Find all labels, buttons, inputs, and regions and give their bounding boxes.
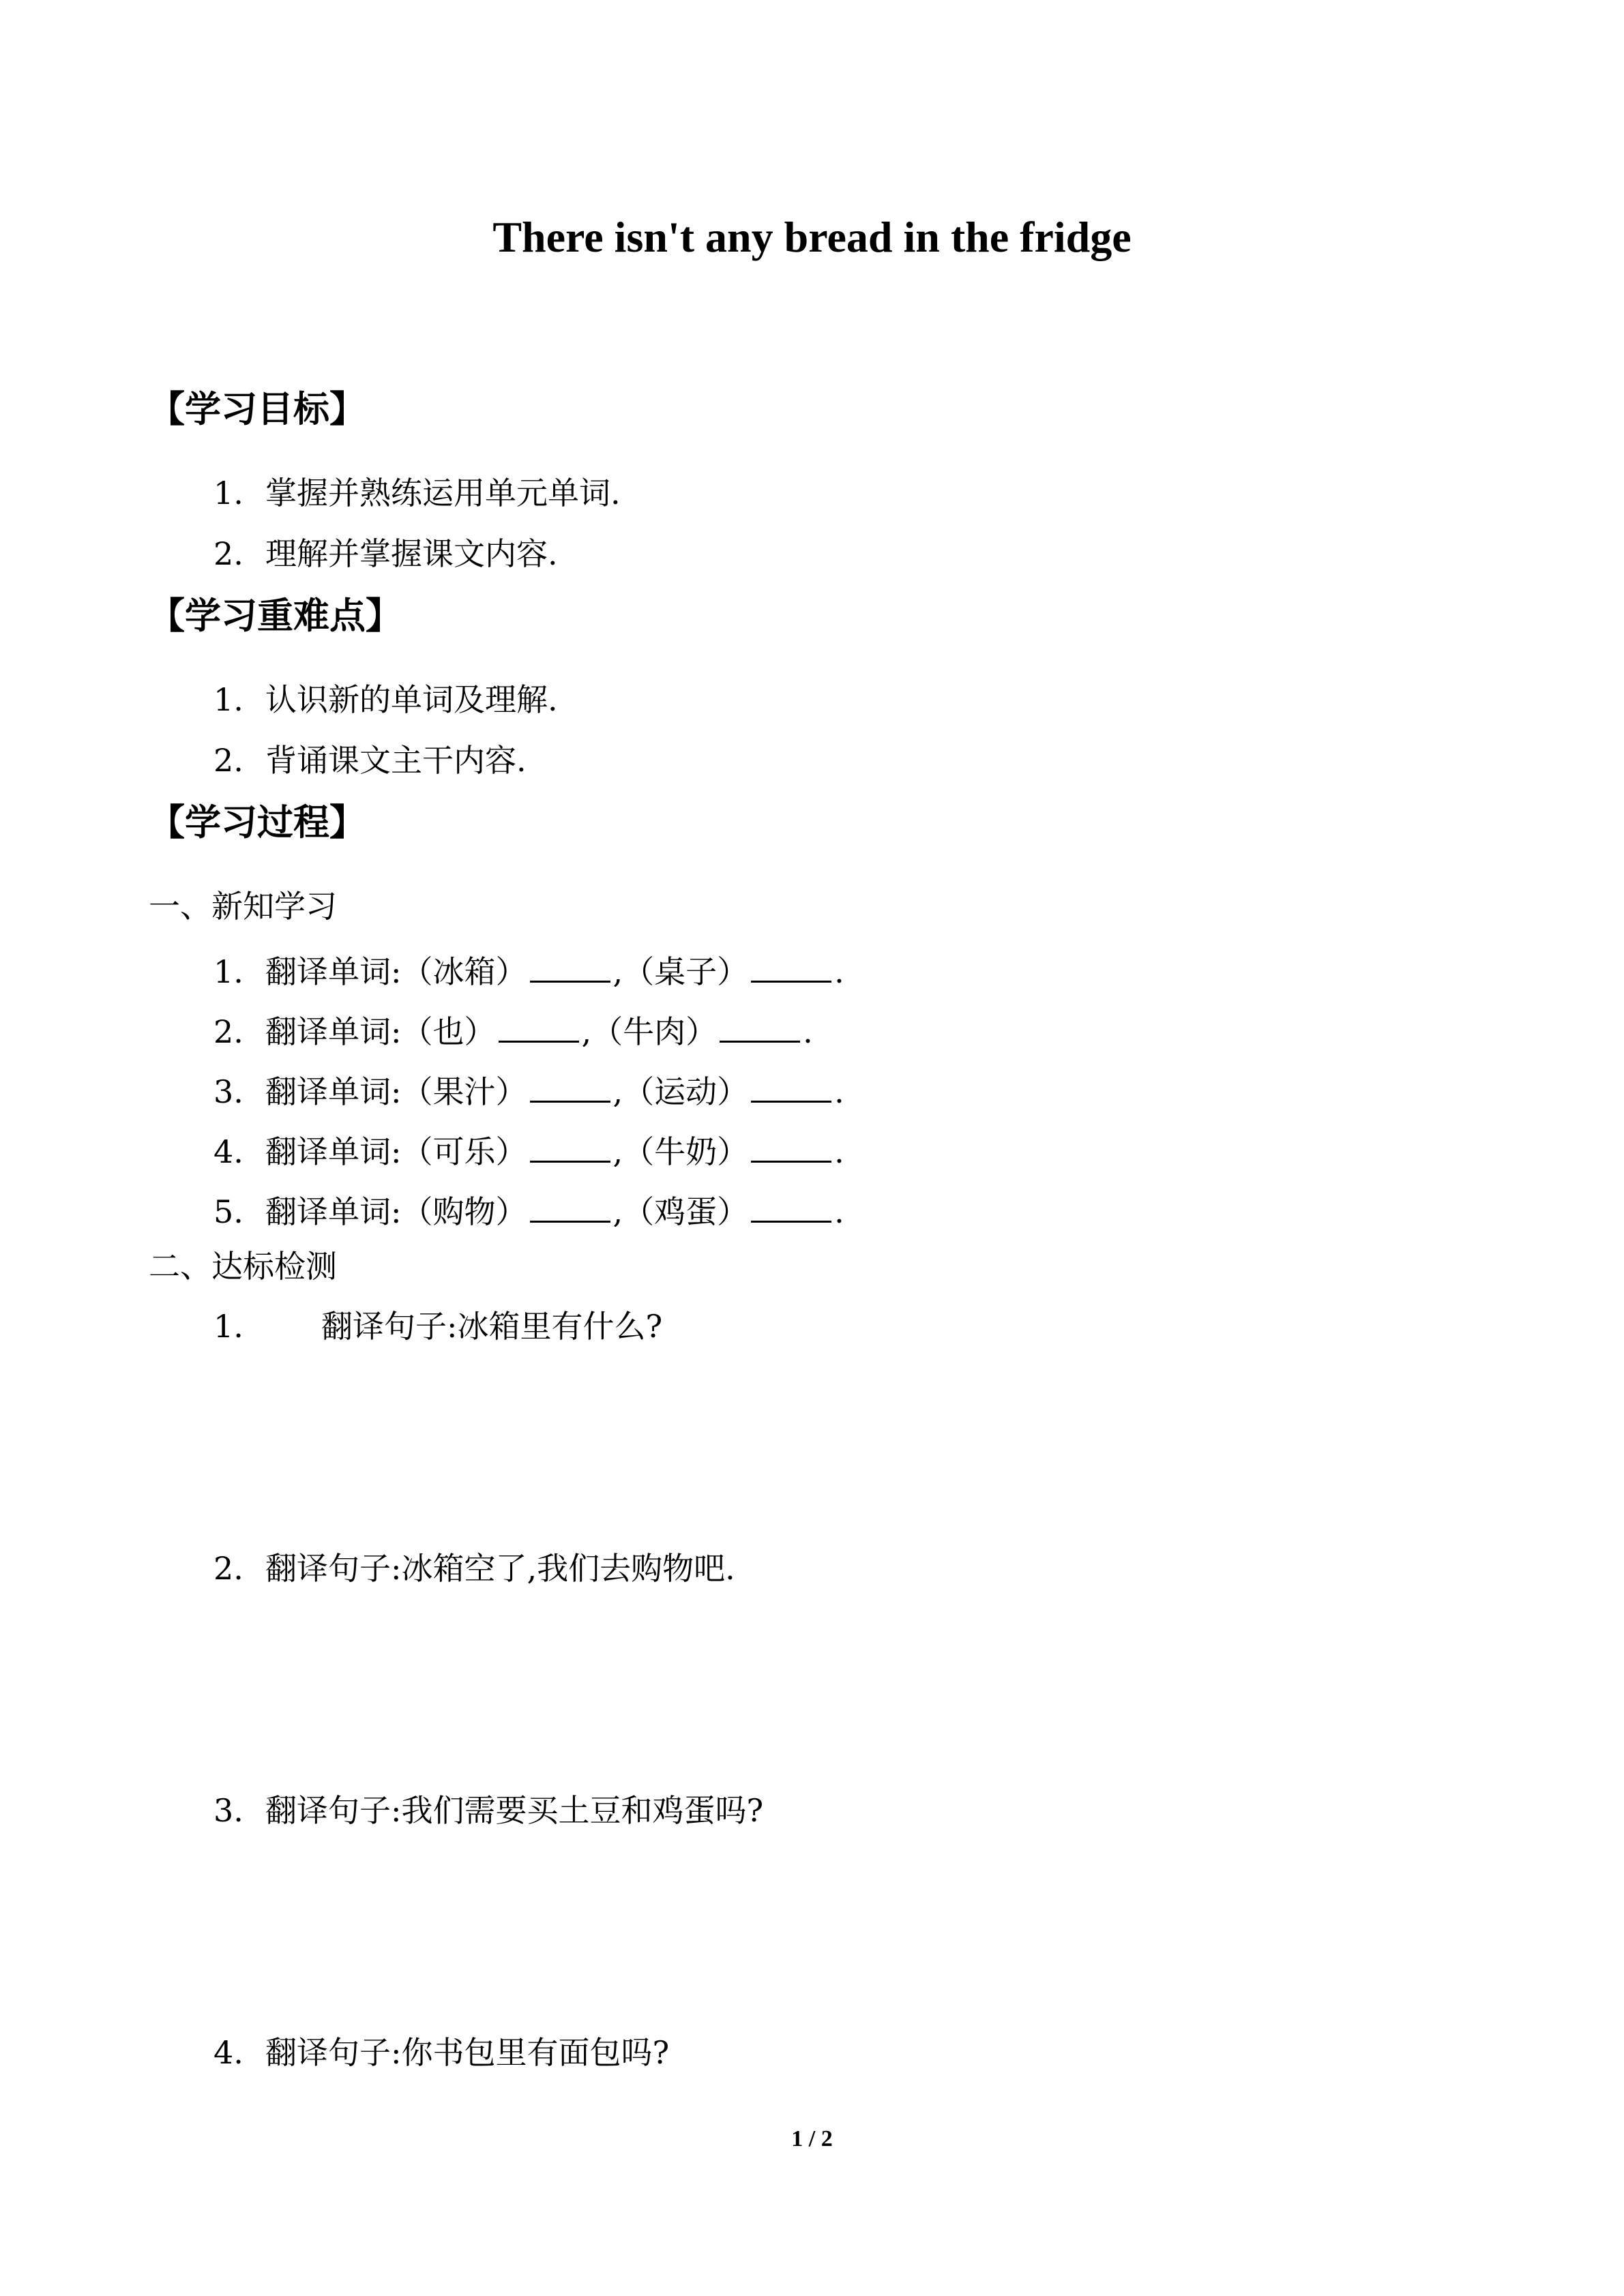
answer-blank[interactable] — [720, 1011, 800, 1043]
section-new-knowledge: 一、新知学习 — [149, 888, 337, 925]
answer-blank[interactable] — [530, 1191, 610, 1223]
item-number: 5. — [213, 1193, 243, 1230]
item-prefix: 翻译单词:（冰箱） — [265, 953, 527, 990]
item-number: 1. — [213, 681, 243, 718]
item-prefix: 翻译单词:（可乐） — [265, 1133, 527, 1170]
item-number: 3. — [213, 1073, 243, 1110]
item-end: . — [803, 1013, 813, 1050]
heading-learning-process: 【学习过程】 — [149, 802, 366, 844]
item-text: 翻译句子:冰箱里有什么? — [321, 1308, 663, 1345]
item-text: 翻译句子:你书包里有面包吗? — [265, 2034, 670, 2071]
answer-blank[interactable] — [751, 1191, 831, 1223]
item-mid: ,（鸡蛋） — [612, 1193, 749, 1230]
item-text: 理解并掌握课文内容. — [265, 535, 558, 572]
item-text: 翻译句子:我们需要买土豆和鸡蛋吗? — [265, 1792, 764, 1829]
item-prefix: 翻译单词:（也） — [265, 1013, 496, 1050]
vocab-item — [213, 1011, 813, 1050]
key-point-item — [213, 742, 527, 779]
item-number: 2. — [213, 1013, 243, 1050]
vocab-item — [213, 1071, 844, 1110]
goal-item — [213, 535, 558, 572]
item-text: 掌握并熟练运用单元单词. — [265, 475, 621, 511]
item-text: 背诵课文主干内容. — [265, 742, 527, 779]
item-number: 1. — [213, 953, 243, 990]
vocab-item — [213, 1131, 844, 1170]
sentence-item — [213, 1308, 663, 1345]
answer-blank[interactable] — [751, 951, 831, 983]
item-number: 2. — [213, 1550, 243, 1587]
sentence-item — [213, 2034, 670, 2071]
heading-learning-goals: 【学习目标】 — [149, 389, 366, 430]
item-number: 1. — [213, 1308, 243, 1345]
page-number: 1 / 2 — [791, 2126, 833, 2151]
item-mid: ,（桌子） — [612, 953, 749, 990]
answer-blank[interactable] — [751, 1131, 831, 1163]
answer-blank[interactable] — [751, 1071, 831, 1103]
goal-item — [213, 477, 621, 509]
answer-blank[interactable] — [530, 951, 610, 983]
item-end: . — [834, 953, 844, 990]
item-text: 翻译句子:冰箱空了,我们去购物吧. — [265, 1550, 735, 1587]
item-end: . — [834, 1193, 844, 1230]
sentence-item — [213, 1550, 735, 1587]
item-mid: ,（运动） — [612, 1073, 749, 1110]
key-point-item — [213, 681, 558, 718]
item-text: 认识新的单词及理解. — [265, 681, 558, 718]
document-title: There isn't any bread in the fridge — [492, 213, 1132, 261]
item-end: . — [834, 1073, 844, 1110]
item-number: 1. — [213, 475, 243, 511]
item-end: . — [834, 1133, 844, 1170]
vocab-item — [213, 951, 844, 990]
heading-key-points: 【学习重难点】 — [149, 595, 402, 637]
item-number: 2. — [213, 535, 243, 572]
item-mid: ,（牛肉） — [581, 1013, 718, 1050]
answer-blank[interactable] — [530, 1131, 610, 1163]
vocab-item — [213, 1191, 844, 1230]
item-prefix: 翻译单词:（购物） — [265, 1193, 527, 1230]
item-prefix: 翻译单词:（果汁） — [265, 1073, 527, 1110]
answer-blank[interactable] — [499, 1011, 579, 1043]
item-mid: ,（牛奶） — [612, 1133, 749, 1170]
answer-blank[interactable] — [530, 1071, 610, 1103]
item-number: 2. — [213, 742, 243, 779]
item-number: 4. — [213, 2034, 243, 2071]
section-assessment: 二、达标检测 — [149, 1248, 337, 1285]
item-number: 4. — [213, 1133, 243, 1170]
sentence-item — [213, 1792, 764, 1829]
item-number: 3. — [213, 1792, 243, 1829]
